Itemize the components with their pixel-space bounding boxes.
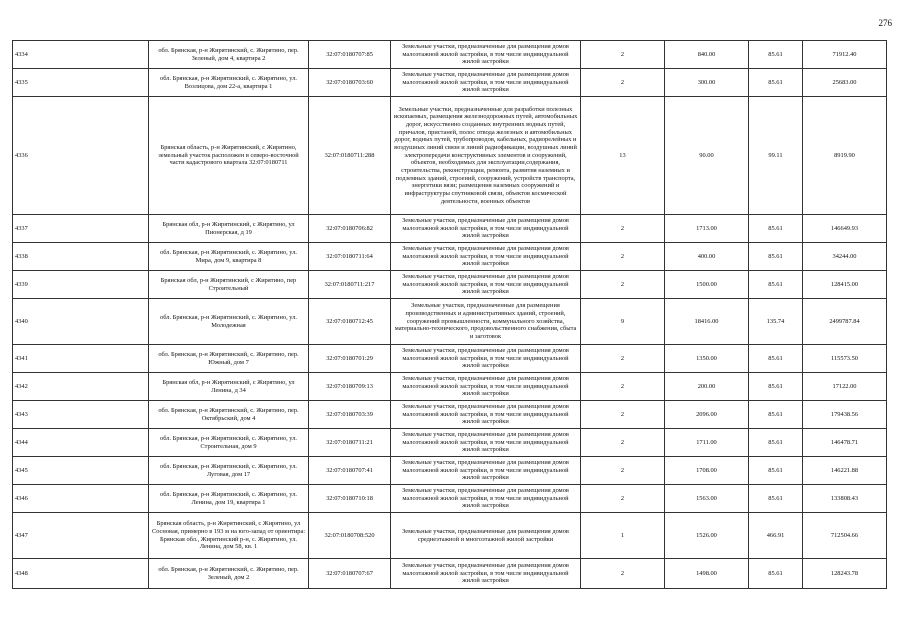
table-row: [13, 215, 887, 243]
area-cell: 1526.00: [665, 513, 749, 559]
address-cell: Брянская область, р-н Жирятинский, с Жирятино, земельный участок расположен в северо-восточной части кадастрового квартала 32:07:0180711: [149, 97, 309, 215]
address-cell: Брянская область, р-н Жирятинский, с Жирятино, ул Сосновая, примерно в 193 м на юго-запад от ориентира: Брянская обл., Жирятинский р-н, с. Жирятино, ул. Ленина, дом 58, кв. 1: [149, 513, 309, 559]
address-cell: Брянская обл, р-н Жирятинский, с Жирятино, пер Строительный: [149, 271, 309, 299]
area-cell: 400.00: [665, 243, 749, 271]
table-row: [13, 513, 887, 559]
table-row: [13, 485, 887, 513]
cadastral-number-cell: 32:07:0180711:217: [309, 271, 391, 299]
value-cell: 146221.88: [803, 457, 887, 485]
value-cell: 133808.43: [803, 485, 887, 513]
rate-cell: 99.11: [749, 97, 803, 215]
rate-cell: 85.61: [749, 429, 803, 457]
cadastral-number-cell: 32:07:0180706:82: [309, 215, 391, 243]
area-cell: 1711.00: [665, 429, 749, 457]
cadastral-number-cell: 32:07:0180707:85: [309, 41, 391, 69]
group-code-cell: 2: [581, 401, 665, 429]
group-code-cell: 2: [581, 271, 665, 299]
area-cell: 1708.00: [665, 457, 749, 485]
cadastral-number-cell: 32:07:0180709:13: [309, 373, 391, 401]
area-cell: 1713.00: [665, 215, 749, 243]
land-use-cell: Земельные участки, предназначенные для размещения домов малоэтажной жилой застройки, в том числе индивидуальной жилой застройки: [391, 559, 581, 589]
table-row: [13, 97, 887, 215]
row-number: 4345: [13, 457, 149, 485]
value-cell: 128243.78: [803, 559, 887, 589]
land-use-cell: Земельные участки, предназначенные для размещения домов малоэтажной жилой застройки, в том числе индивидуальной жилой застройки: [391, 485, 581, 513]
table-row: [13, 373, 887, 401]
row-number: 4334: [13, 41, 149, 69]
table-row: [13, 429, 887, 457]
area-cell: 840.00: [665, 41, 749, 69]
land-use-cell: Земельные участки, предназначенные для размещения домов малоэтажной жилой застройки, в том числе индивидуальной жилой застройки: [391, 457, 581, 485]
row-number: 4340: [13, 299, 149, 345]
group-code-cell: 2: [581, 345, 665, 373]
group-code-cell: 2: [581, 215, 665, 243]
row-number: 4336: [13, 97, 149, 215]
table-row: [13, 41, 887, 69]
cadastral-number-cell: 32:07:0180701:29: [309, 345, 391, 373]
land-use-cell: Земельные участки, предназначенные для размещения домов малоэтажной жилой застройки, в том числе индивидуальной жилой застройки: [391, 429, 581, 457]
table-row: [13, 271, 887, 299]
table-row: [13, 559, 887, 589]
value-cell: 2499787.84: [803, 299, 887, 345]
area-cell: 1350.00: [665, 345, 749, 373]
value-cell: 146649.93: [803, 215, 887, 243]
rate-cell: 85.61: [749, 559, 803, 589]
area-cell: 1498.00: [665, 559, 749, 589]
rate-cell: 85.61: [749, 373, 803, 401]
group-code-cell: 2: [581, 243, 665, 271]
cadastral-number-cell: 32:07:0180711:288: [309, 97, 391, 215]
address-cell: Брянская обл, р-н Жирятинский, с Жирятино, ул Ленина, д 34: [149, 373, 309, 401]
row-number: 4342: [13, 373, 149, 401]
land-use-cell: Земельные участки, предназначенные для размещения домов малоэтажной жилой застройки, в том числе индивидуальной жилой застройки: [391, 401, 581, 429]
table-row: [13, 457, 887, 485]
table-row: [13, 299, 887, 345]
rate-cell: 135.74: [749, 299, 803, 345]
table-row: [13, 345, 887, 373]
land-use-cell: Земельные участки, предназначенные для разработки полезных ископаемых, размещения железнодорожных путей, автомобильных дорог, искусственно созданных внутренних водных путей, причалов, пристаней, полос отвода железных и автомобильных дорог, водных путей, трубопроводов, кабельных, радиорелейных и воздушных линий связи и линий радиофикации, воздушных линий электропередачи конструктивных элементов и сооружений, объектов, необходимых для эксплуатации,содержания, строительства, реконструкции, ремонта, развития наземных и подземных зданий, строений, сооружений, устройств транспорта, энергетики вязи; размещения наземных сооружений и инфраструктуры спутниковой связи, объектов космической деятельности, военных объектов: [391, 97, 581, 215]
value-cell: 712504.66: [803, 513, 887, 559]
value-cell: 128415.00: [803, 271, 887, 299]
row-number: 4335: [13, 69, 149, 97]
rate-cell: 85.61: [749, 69, 803, 97]
area-cell: 1563.00: [665, 485, 749, 513]
value-cell: 71912.40: [803, 41, 887, 69]
rate-cell: 85.61: [749, 41, 803, 69]
group-code-cell: 2: [581, 457, 665, 485]
area-cell: 90.00: [665, 97, 749, 215]
cadastral-number-cell: 32:07:0180708:520: [309, 513, 391, 559]
table-row: [13, 243, 887, 271]
row-number: 4343: [13, 401, 149, 429]
cadastral-number-cell: 32:07:0180703:60: [309, 69, 391, 97]
rate-cell: 85.61: [749, 271, 803, 299]
table-row: [13, 69, 887, 97]
rate-cell: 466.91: [749, 513, 803, 559]
row-number: 4337: [13, 215, 149, 243]
group-code-cell: 1: [581, 513, 665, 559]
cadastral-number-cell: 32:07:0180703:39: [309, 401, 391, 429]
address-cell: обл. Брянская, р-н Жирятинский, с. Жирятино, пер. Зеленый, дом 2: [149, 559, 309, 589]
address-cell: обл. Брянская, р-н Жирятинский, с. Жирятино, пер. Южный, дом 7: [149, 345, 309, 373]
group-code-cell: 2: [581, 559, 665, 589]
cadastral-number-cell: 32:07:0180710:18: [309, 485, 391, 513]
row-number: 4338: [13, 243, 149, 271]
area-cell: 18416.00: [665, 299, 749, 345]
group-code-cell: 2: [581, 429, 665, 457]
group-code-cell: 13: [581, 97, 665, 215]
cadastral-number-cell: 32:07:0180711:64: [309, 243, 391, 271]
value-cell: 34244.00: [803, 243, 887, 271]
row-number: 4344: [13, 429, 149, 457]
cadastral-number-cell: 32:07:0180707:41: [309, 457, 391, 485]
address-cell: обл. Брянская, р-н Жирятинский, с. Жирятино, ул. Ленина, дом 19, квартира 1: [149, 485, 309, 513]
land-use-cell: Земельные участки, предназначенные для размещения домов малоэтажной жилой застройки, в том числе индивидуальной жилой застройки: [391, 215, 581, 243]
area-cell: 1500.00: [665, 271, 749, 299]
address-cell: обл. Брянская, р-н Жирятинский, с. Жирятино, ул. Возлицова, дом 22-а, квартира 1: [149, 69, 309, 97]
table-row: [13, 401, 887, 429]
group-code-cell: 2: [581, 69, 665, 97]
land-use-cell: Земельные участки, предназначенные для размещения домов малоэтажной жилой застройки, в том числе индивидуальной жилой застройки: [391, 243, 581, 271]
rate-cell: 85.61: [749, 345, 803, 373]
area-cell: 300.00: [665, 69, 749, 97]
land-use-cell: Земельные участки, предназначенные для размещения домов среднеэтажной и многоэтажной жилой застройки: [391, 513, 581, 559]
row-number: 4348: [13, 559, 149, 589]
area-cell: 200.00: [665, 373, 749, 401]
value-cell: 17122.00: [803, 373, 887, 401]
group-code-cell: 2: [581, 485, 665, 513]
row-number: 4347: [13, 513, 149, 559]
rate-cell: 85.61: [749, 401, 803, 429]
address-cell: обл. Брянская, р-н Жирятинский, с. Жирятино, пер. Зеленый, дом 4, квартира 2: [149, 41, 309, 69]
group-code-cell: 9: [581, 299, 665, 345]
address-cell: обл. Брянская, р-н Жирятинский, с. Жирятино, ул. Мира, дом 9, квартира 8: [149, 243, 309, 271]
row-number: 4341: [13, 345, 149, 373]
land-use-cell: Земельные участки, предназначенные для размещения домов малоэтажной жилой застройки, в том числе индивидуальной жилой застройки: [391, 41, 581, 69]
cadastral-number-cell: 32:07:0180707:67: [309, 559, 391, 589]
address-cell: обл. Брянская, р-н Жирятинский, с. Жирятино, ул. Молодежная: [149, 299, 309, 345]
group-code-cell: 2: [581, 373, 665, 401]
area-cell: 2096.00: [665, 401, 749, 429]
page-number: 276: [878, 18, 892, 28]
land-use-cell: Земельные участки, предназначенные для размещения домов малоэтажной жилой застройки, в том числе индивидуальной жилой застройки: [391, 373, 581, 401]
value-cell: 25683.00: [803, 69, 887, 97]
cadastral-number-cell: 32:07:0180711:21: [309, 429, 391, 457]
rate-cell: 85.61: [749, 457, 803, 485]
land-use-cell: Земельные участки, предназначенные для размещения домов малоэтажной жилой застройки, в том числе индивидуальной жилой застройки: [391, 271, 581, 299]
row-number: 4346: [13, 485, 149, 513]
land-use-cell: Земельные участки, предназначенные для размещения производственных и административных зданий, строений, сооружений промышленности, коммунального хозяйства, материально-технического, продовольственного снабжения, сбыта и заготовок: [391, 299, 581, 345]
group-code-cell: 2: [581, 41, 665, 69]
rate-cell: 85.61: [749, 243, 803, 271]
value-cell: 146478.71: [803, 429, 887, 457]
rate-cell: 85.61: [749, 485, 803, 513]
value-cell: 179438.56: [803, 401, 887, 429]
land-register-table: [12, 40, 887, 589]
row-number: 4339: [13, 271, 149, 299]
land-use-cell: Земельные участки, предназначенные для размещения домов малоэтажной жилой застройки, в том числе индивидуальной жилой застройки: [391, 345, 581, 373]
value-cell: 8919.90: [803, 97, 887, 215]
address-cell: Брянская обл, р-н Жирятинский, с Жирятино, ул Пионерская, д 19: [149, 215, 309, 243]
value-cell: 115573.50: [803, 345, 887, 373]
land-use-cell: Земельные участки, предназначенные для размещения домов малоэтажной жилой застройки, в том числе индивидуальной жилой застройки: [391, 69, 581, 97]
address-cell: обл. Брянская, р-н Жирятинский, с. Жирятино, ул. Строительная, дом 9: [149, 429, 309, 457]
cadastral-number-cell: 32:07:0180712:45: [309, 299, 391, 345]
address-cell: обл. Брянская, р-н Жирятинский, с. Жирятино, пер. Октябрьский, дом 4: [149, 401, 309, 429]
address-cell: обл. Брянская, р-н Жирятинский, с. Жирятино, ул. Луговая, дом 17: [149, 457, 309, 485]
rate-cell: 85.61: [749, 215, 803, 243]
